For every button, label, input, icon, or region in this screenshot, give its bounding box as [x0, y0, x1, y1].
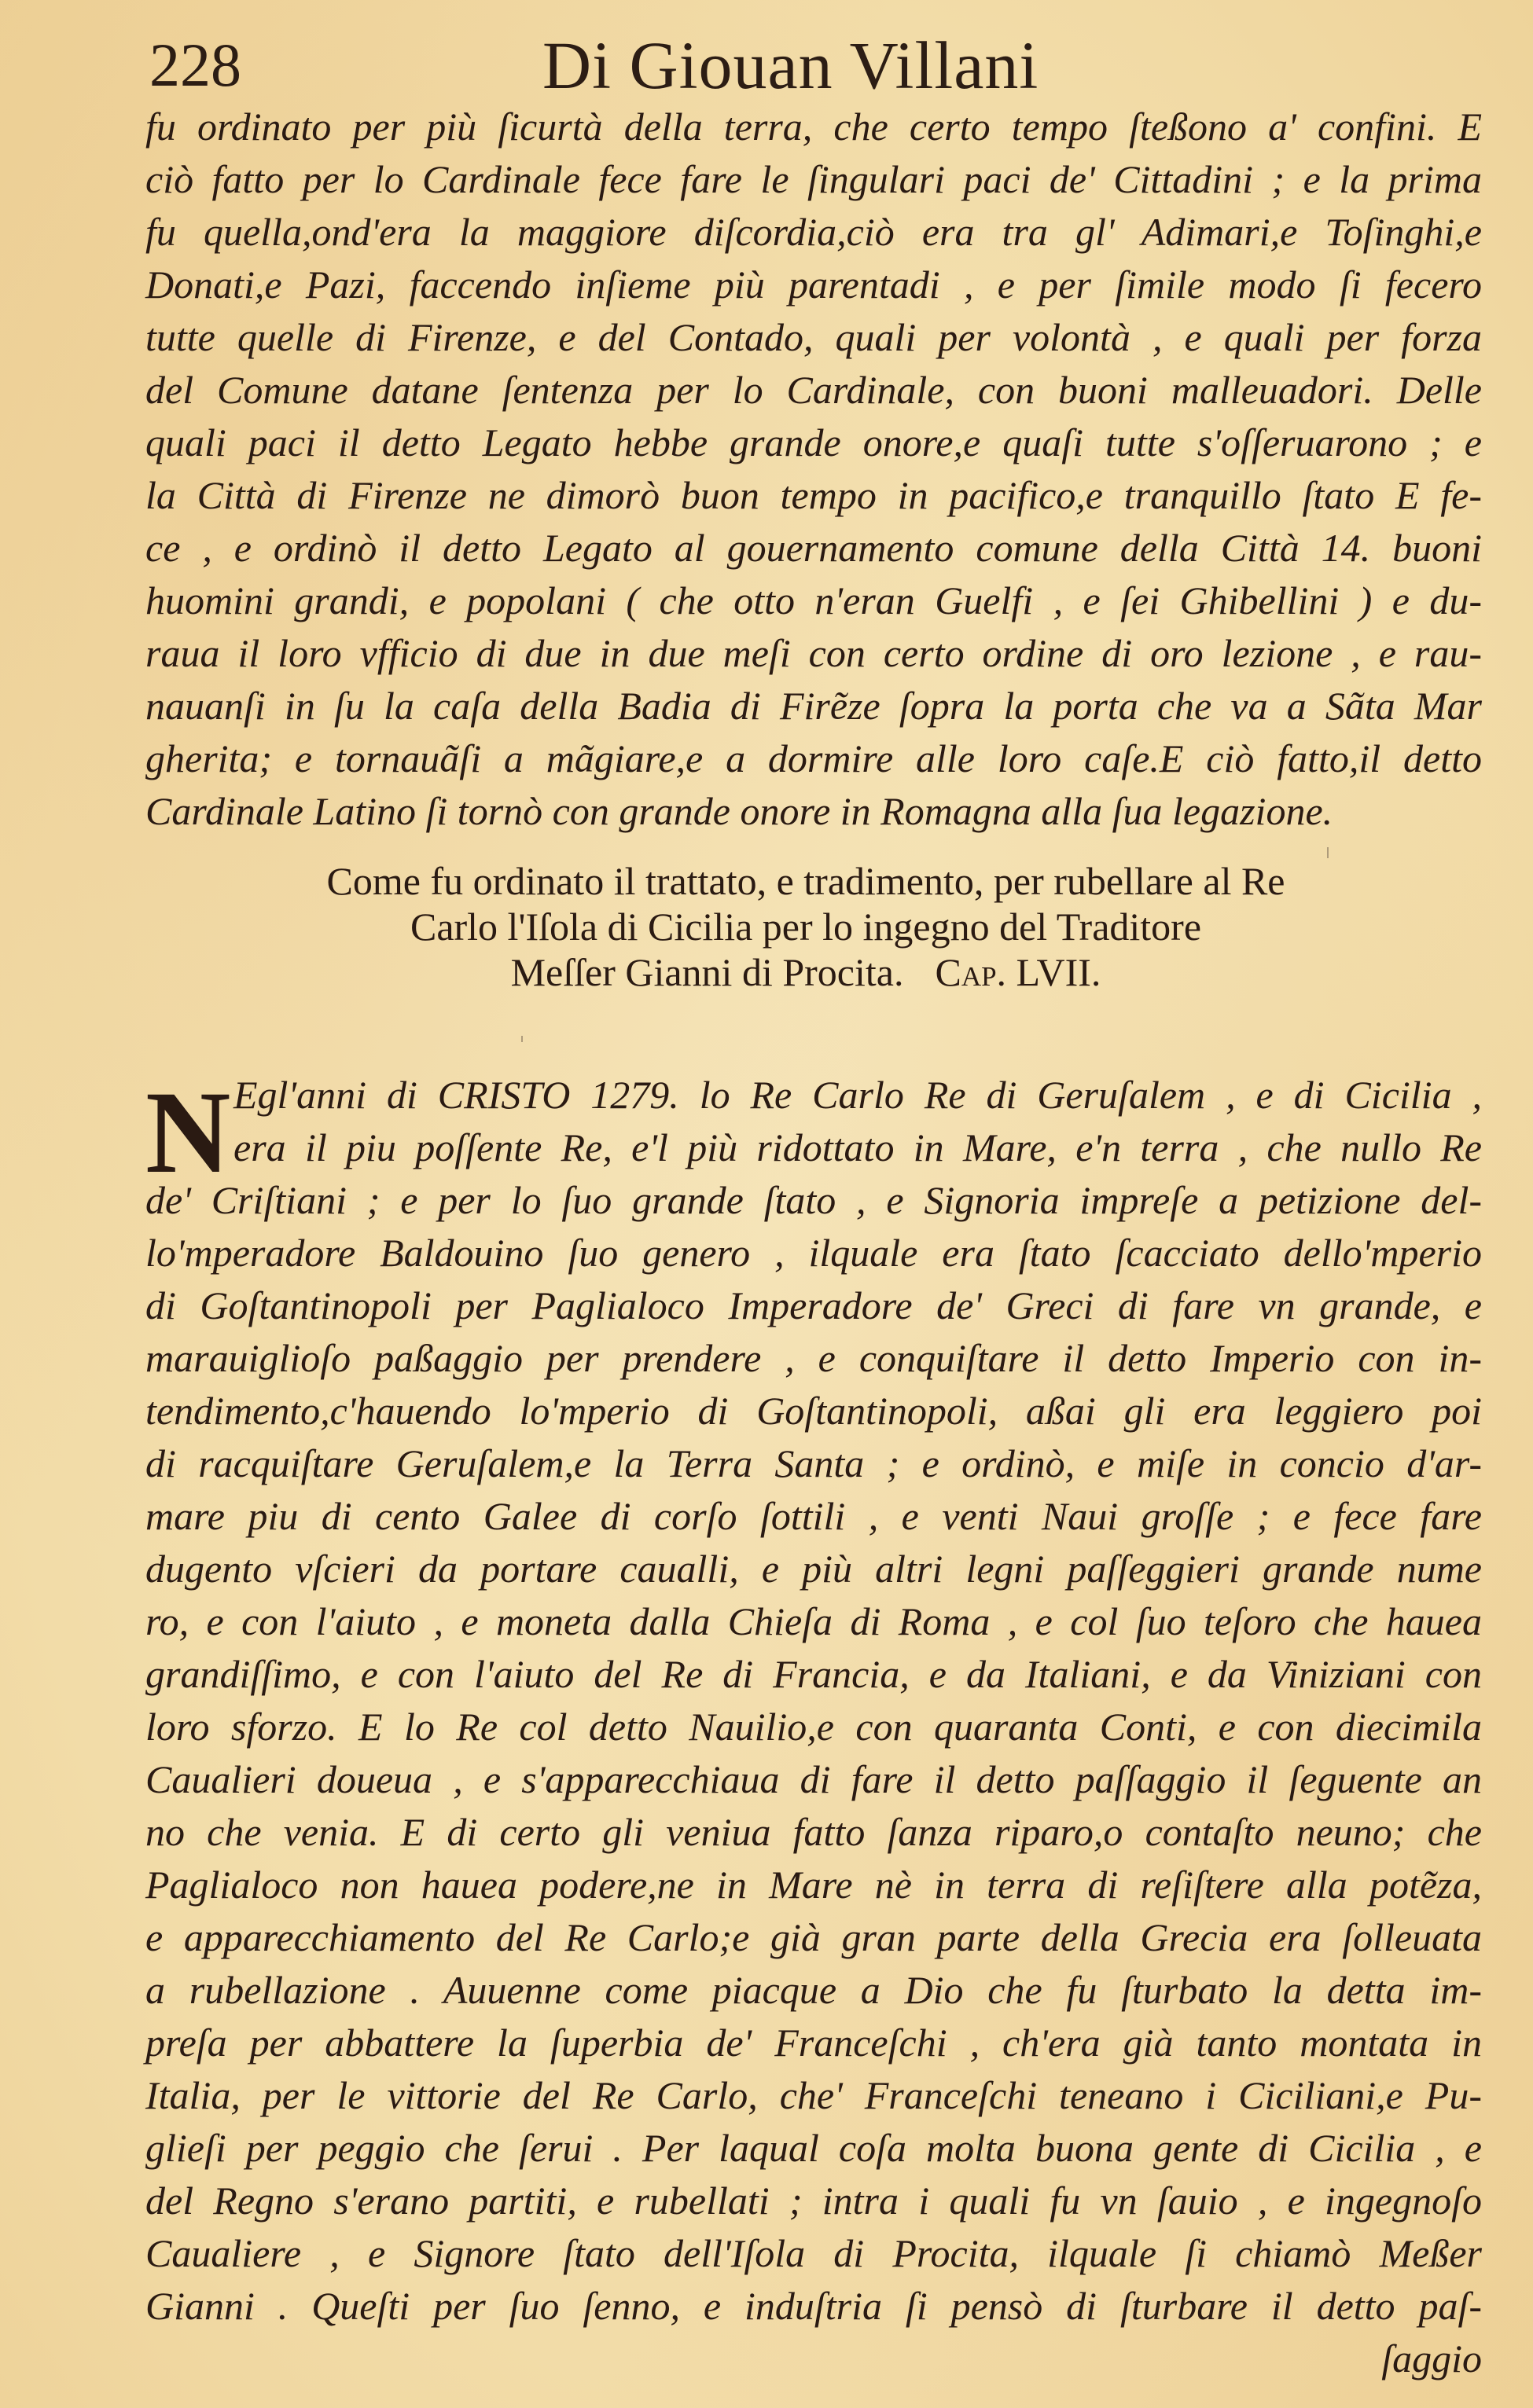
text-line: di racquiſtare Geruſalem,e la Terra Santa ; e ordinò, e miſe in concio d'ar-	[145, 1441, 1482, 1485]
text-line: de' Criſtiani ; e per lo ſuo grande ſtato , e Signoria impreſe a petizione del-	[145, 1178, 1482, 1222]
text-line: Gianni . Queſti per ſuo ſenno, e induſtria ſi pensò di ſturbare il detto paſ-	[145, 2284, 1482, 2328]
heading-line-text: Meſſer Gianni di Procita.	[510, 950, 904, 994]
running-title: Di Giouan Villani	[542, 28, 1039, 103]
chapter-number: Cap. LVII.	[935, 950, 1101, 994]
text-line: preſa per abbattere la ſuperbia de' Franceſchi , ch'era già tanto montata in	[145, 2021, 1482, 2065]
chapter-heading	[157, 858, 1454, 995]
text-line: Caualieri doueua , e s'apparecchiaua di fare il detto paſſaggio il ſeguente an	[145, 1757, 1482, 1801]
heading-line-with-cap	[157, 949, 1454, 995]
text-line: fu quella,ond'era la maggiore diſcordia,ciò era tra gl' Adimari,e Toſinghi,e	[145, 210, 1482, 254]
text-line: Egl'anni di CRISTO 1279. lo Re Carlo Re di Geruſalem , e di Cicilia ,	[233, 1073, 1482, 1117]
text-line: ro, e con l'aiuto , e moneta dalla Chieſa di Roma , e col ſuo teſoro che hauea	[145, 1599, 1482, 1643]
text-line: di Goſtantinopoli per Paglialoco Imperadore de' Greci di fare vn grande, e	[145, 1283, 1482, 1327]
drop-cap: N	[145, 1067, 231, 1198]
text-line: raua il loro vfficio di due in due meſi con certo ordine di oro lezione , e rau-	[145, 631, 1482, 675]
text-line: fu ordinato per più ſicurtà della terra, che certo tempo ſteßono a' confini. E	[145, 105, 1482, 149]
heading-line: Carlo l'Iſola di Cicilia per lo ingegno del Traditore	[410, 905, 1202, 949]
text-line: loro sforzo. E lo Re col detto Nauilio,e con quaranta Conti, e con diecimila	[145, 1705, 1482, 1749]
text-line: huomini grandi, e popolani ( che otto n'eran Guelfi , e ſei Ghibellini ) e du-	[145, 578, 1482, 622]
text-line: Italia, per le vittorie del Re Carlo, che' Franceſchi teneano i Ciciliani,e Pu-	[145, 2073, 1482, 2117]
text-line: Donati,e Pazi, faccendo inſieme più parentadi , e per ſimile modo ſi fecero	[145, 262, 1482, 307]
text-line: a rubellazione . Auuenne come piacque a Dio che fu ſturbato la detta im-	[145, 1968, 1482, 2012]
text-line: nauanſi in ſu la caſa della Badia di Firẽze ſopra la porta che va a Sãta Mar	[145, 684, 1482, 728]
paragraph-2	[145, 1069, 1482, 2385]
text-line: la Città di Firenze ne dimorò buon tempo in pacifico,e tranquillo ſtato E fe-	[145, 473, 1482, 517]
running-head	[149, 28, 1486, 110]
text-line: Caualiere , e Signore ſtato dell'Iſola di Procita, ilquale ſi chiamò Meßer	[145, 2231, 1482, 2275]
text-line: tutte quelle di Firenze, e del Contado, quali per volontà , e quali per forza	[145, 315, 1482, 359]
paragraph-1	[145, 101, 1482, 838]
text-line: Paglialoco non hauea podere,ne in Mare nè in terra di reſiſtere alla potẽza,	[145, 1863, 1482, 1907]
text-line: grandiſſimo, e con l'aiuto del Re di Francia, e da Italiani, e da Viniziani con	[145, 1652, 1482, 1696]
text-line: glieſi per peggio che ſerui . Per laqual coſa molta buona gente di Cicilia , e	[145, 2126, 1482, 2170]
text-line: era il piu poſſente Re, e'l più ridottato in Mare, e'n terra , che nullo Re	[233, 1125, 1482, 1169]
text-line: lo'mperadore Baldouino ſuo genero , ilquale era ſtato ſcacciato dello'mperio	[145, 1231, 1482, 1275]
text-line: ciò fatto per lo Cardinale fece fare le ſingulari paci de' Cittadini ; e la prima	[145, 157, 1482, 201]
text-line: del Comune datane ſentenza per lo Cardinale, con buoni malleuadori. Delle	[145, 368, 1482, 412]
page-number: 228	[149, 31, 241, 99]
heading-line: Come fu ordinato il trattato, e tradimento, per rubellare al Re	[326, 859, 1285, 903]
text-line: e apparecchiamento del Re Carlo;e già gran parte della Grecia era ſolleuata	[145, 1915, 1482, 1959]
text-line: mare piu di cento Galee di corſo ſottili , e venti Naui groſſe ; e fece fare	[145, 1494, 1482, 1538]
print-mark	[521, 1036, 523, 1042]
text-line: marauiglioſo paßaggio per prendere , e conquiſtare il detto Imperio con in-	[145, 1336, 1482, 1380]
text-line: gherita; e tornauãſi a mãgiare,e a dormire alle loro caſe.E ciò fatto,il detto	[145, 736, 1482, 780]
text-line: quali paci il detto Legato hebbe grande onore,e quaſi tutte s'oſſeruarono ; e	[145, 420, 1482, 464]
text-line: ce , e ordinò il detto Legato al gouernamento comune della Città 14. buoni	[145, 526, 1482, 570]
text-line: Cardinale Latino ſi tornò con grande onore in Romagna alla ſua legazione.	[145, 789, 1333, 833]
text-line: tendimento,c'hauendo lo'mperio di Goſtantinopoli, aßai gli era leggiero poi	[145, 1389, 1482, 1433]
catchword: ſaggio	[1381, 2336, 1482, 2380]
text-line: dugento vſcieri da portare caualli, e più altri legni paſſeggieri grande nume	[145, 1547, 1482, 1591]
print-mark	[1327, 847, 1329, 858]
text-line: del Regno s'erano partiti, e rubellati ; intra i quali fu vn ſauio , e ingegnoſo	[145, 2179, 1482, 2223]
text-line: no che venia. E di certo gli veniua fatto ſanza riparo,o contaſto neuno; che	[145, 1810, 1482, 1854]
